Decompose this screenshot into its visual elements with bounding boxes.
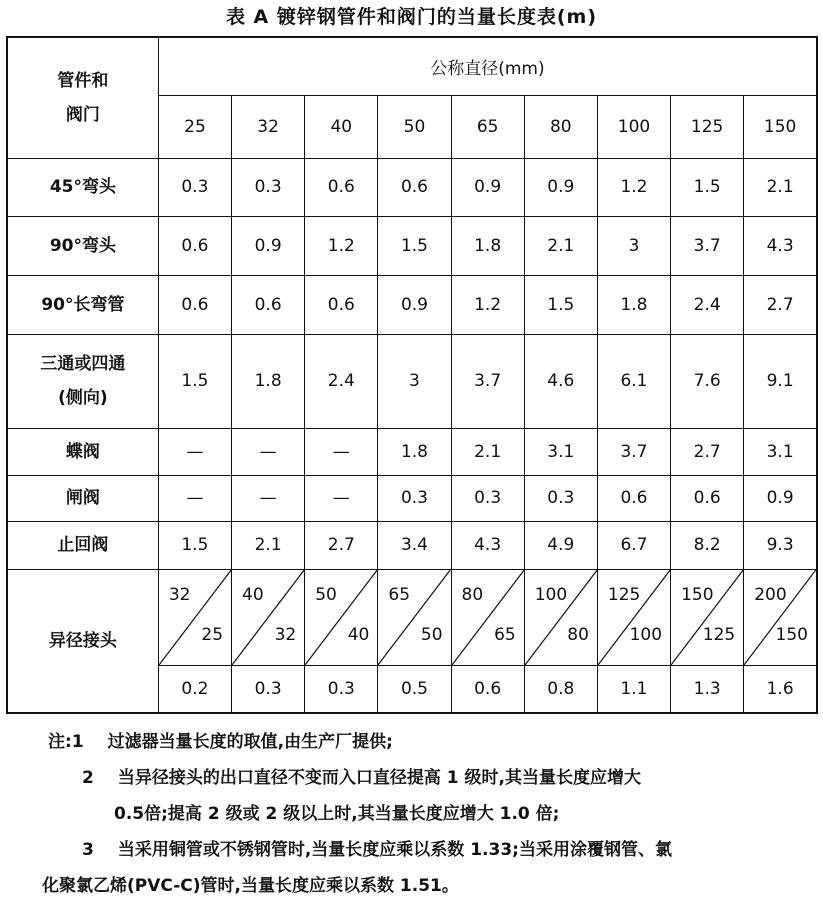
table-cell: 1.8 (451, 216, 524, 275)
table-cell: 1.5 (378, 216, 451, 275)
note-number: 1 (71, 732, 84, 752)
table-cell: 0.6 (305, 158, 378, 216)
row-label: 蝶阀 (7, 428, 158, 475)
table-cell: 1.5 (158, 334, 231, 428)
reducer-outlet: 40 (347, 624, 370, 645)
table-cell: 1.5 (524, 275, 597, 334)
table-cell: 6.1 (597, 334, 670, 428)
table-cell: 0.9 (232, 216, 305, 275)
table-cell: — (232, 475, 305, 521)
diameter-header: 40 (305, 95, 378, 158)
row-label: 止回阀 (7, 521, 158, 569)
diameter-group-header: 公称直径(mm) (158, 37, 817, 95)
note-3-cont: 化聚氯乙烯(PVC-C)管时,当量长度应乘以系数 1.51。 (42, 876, 459, 896)
row-label: 45°弯头 (7, 158, 158, 216)
reducer-diameter-cell (305, 569, 378, 665)
note-text: 当异径接头的出口直径不变而入口直径提高 1 级时,其当量长度应增大 (117, 768, 641, 788)
diameter-header: 100 (597, 95, 670, 158)
table-cell: 2.1 (524, 216, 597, 275)
reducer-diameter-cell (671, 569, 744, 665)
table-cell: 3.7 (451, 334, 524, 428)
reducer-inlet: 50 (315, 584, 337, 605)
table-cell: 3.1 (524, 428, 597, 475)
table-cell: 0.6 (158, 275, 231, 334)
table-cell: 3 (597, 216, 670, 275)
table-cell: 1.6 (744, 665, 817, 713)
table-cell: 0.3 (158, 158, 231, 216)
reducer-inlet: 32 (168, 584, 191, 605)
table-cell: 0.8 (524, 665, 597, 713)
reducer-outlet: 50 (420, 624, 443, 645)
table-cell: 1.8 (378, 428, 451, 475)
reducer-diameter-cell (378, 569, 451, 665)
corner-header: 管件和 阀门 (7, 37, 158, 158)
table-cell: 0.6 (232, 275, 305, 334)
note-text: 当采用铜管或不锈钢管时,当量长度应乘以系数 1.33;当采用涂覆钢管、氯 (117, 840, 672, 860)
equivalent-length-table (6, 36, 818, 714)
table-cell: 0.6 (305, 275, 378, 334)
table-cell: 9.1 (744, 334, 817, 428)
reducer-diameter-cell (232, 569, 305, 665)
note-2 (48, 760, 818, 796)
table-cell: — (158, 475, 231, 521)
table-row (7, 275, 817, 334)
diameter-header: 150 (744, 95, 817, 158)
table-cell: 1.3 (671, 665, 744, 713)
reducer-outlet: 80 (567, 624, 589, 645)
reducer-diameter-cell (158, 569, 231, 665)
table-cell: 9.3 (744, 521, 817, 569)
reducer-diameter-row (7, 569, 817, 665)
reducer-outlet: 100 (629, 624, 663, 645)
table-cell: 0.6 (671, 475, 744, 521)
table-cell: 1.5 (158, 521, 231, 569)
table-cell: 1.5 (671, 158, 744, 216)
table-cell: 3 (378, 334, 451, 428)
reducer-inlet: 125 (607, 584, 641, 605)
diameter-header: 125 (671, 95, 744, 158)
reducer-inlet: 150 (681, 584, 714, 605)
table-cell: 0.3 (305, 665, 378, 713)
reducer-inlet: 80 (461, 584, 484, 605)
table-cell: 2.1 (744, 158, 817, 216)
note-1 (48, 724, 818, 760)
table-cell: 2.7 (671, 428, 744, 475)
table-cell: 0.5 (378, 665, 451, 713)
table-cell: 4.6 (524, 334, 597, 428)
table-row (7, 334, 817, 428)
reducer-inlet: 40 (242, 584, 264, 605)
note-number: 3 (82, 840, 94, 860)
table-cell: 8.2 (671, 521, 744, 569)
note-3 (48, 832, 818, 868)
table-cell: 4.9 (524, 521, 597, 569)
reducer-diameter-cell (451, 569, 524, 665)
table-cell: 0.3 (524, 475, 597, 521)
table-cell: 0.2 (158, 665, 231, 713)
table-title: 表 A 镀锌钢管件和阀门的当量长度表(m) (225, 6, 598, 28)
diameter-header: 25 (158, 95, 231, 158)
table-cell: 0.6 (378, 158, 451, 216)
diameter-header: 50 (378, 95, 451, 158)
row-label: 90°弯头 (7, 216, 158, 275)
table-cell: — (305, 428, 378, 475)
reducer-outlet: 65 (494, 624, 516, 645)
table-cell: 0.6 (451, 665, 524, 713)
reducer-diameter-cell (524, 569, 597, 665)
table-cell: 7.6 (671, 334, 744, 428)
reducer-inlet: 65 (388, 584, 411, 605)
table-cell: 4.3 (451, 521, 524, 569)
table-cell: — (158, 428, 231, 475)
table-cell: 1.2 (451, 275, 524, 334)
table-cell: 3.4 (378, 521, 451, 569)
table-cell: 6.7 (597, 521, 670, 569)
note-2-cont: 0.5倍;提高 2 级或 2 级以上时,其当量长度应增大 1.0 倍; (114, 804, 560, 824)
table-cell: 2.1 (451, 428, 524, 475)
reducer-diameter-cell (597, 569, 670, 665)
table-cell: 3.7 (597, 428, 670, 475)
table-cell: 0.3 (451, 475, 524, 521)
table-cell: 2.1 (232, 521, 305, 569)
table-cell: 0.3 (378, 475, 451, 521)
reducer-outlet: 32 (274, 624, 297, 645)
table-cell: 2.4 (671, 275, 744, 334)
row-label-reducer: 异径接头 (7, 569, 158, 713)
notes (42, 724, 818, 904)
row-label: 闸阀 (7, 475, 158, 521)
table-cell: 3.1 (744, 428, 817, 475)
table-row (7, 428, 817, 475)
reducer-outlet: 150 (775, 624, 808, 645)
table-cell: — (232, 428, 305, 475)
notes-label: 注: (48, 732, 72, 752)
table-row (7, 158, 817, 216)
table-cell: 3.7 (671, 216, 744, 275)
table-cell: 2.4 (305, 334, 378, 428)
table-cell: 1.2 (305, 216, 378, 275)
table-cell: 0.9 (378, 275, 451, 334)
table-cell: 1.2 (597, 158, 670, 216)
table-cell: 0.6 (597, 475, 670, 521)
table-cell: 1.8 (232, 334, 305, 428)
diameter-header: 32 (232, 95, 305, 158)
table-cell: 2.7 (744, 275, 817, 334)
diameter-header: 65 (451, 95, 524, 158)
reducer-inlet: 100 (534, 584, 568, 605)
table-row (7, 475, 817, 521)
table-cell: 4.3 (744, 216, 817, 275)
row-label: 90°长弯管 (7, 275, 158, 334)
row-label: 三通或四通 (侧向) (7, 334, 158, 428)
reducer-inlet: 200 (754, 584, 787, 605)
table-cell: 0.9 (451, 158, 524, 216)
reducer-outlet: 25 (201, 624, 224, 645)
table-cell: 1.8 (597, 275, 670, 334)
table-cell: 0.3 (232, 158, 305, 216)
reducer-outlet: 125 (702, 624, 736, 645)
table-cell: 0.3 (232, 665, 305, 713)
table-row (7, 216, 817, 275)
note-number: 2 (82, 768, 94, 788)
table-cell: 0.6 (158, 216, 231, 275)
table-cell: 0.9 (744, 475, 817, 521)
table-cell: 0.9 (524, 158, 597, 216)
reducer-diameter-cell (744, 569, 817, 665)
table-cell: — (305, 475, 378, 521)
table-cell: 2.7 (305, 521, 378, 569)
diameter-header: 80 (524, 95, 597, 158)
table-cell: 1.1 (597, 665, 670, 713)
table-row (7, 521, 817, 569)
note-text: 过滤器当量长度的取值,由生产厂提供; (107, 732, 393, 752)
